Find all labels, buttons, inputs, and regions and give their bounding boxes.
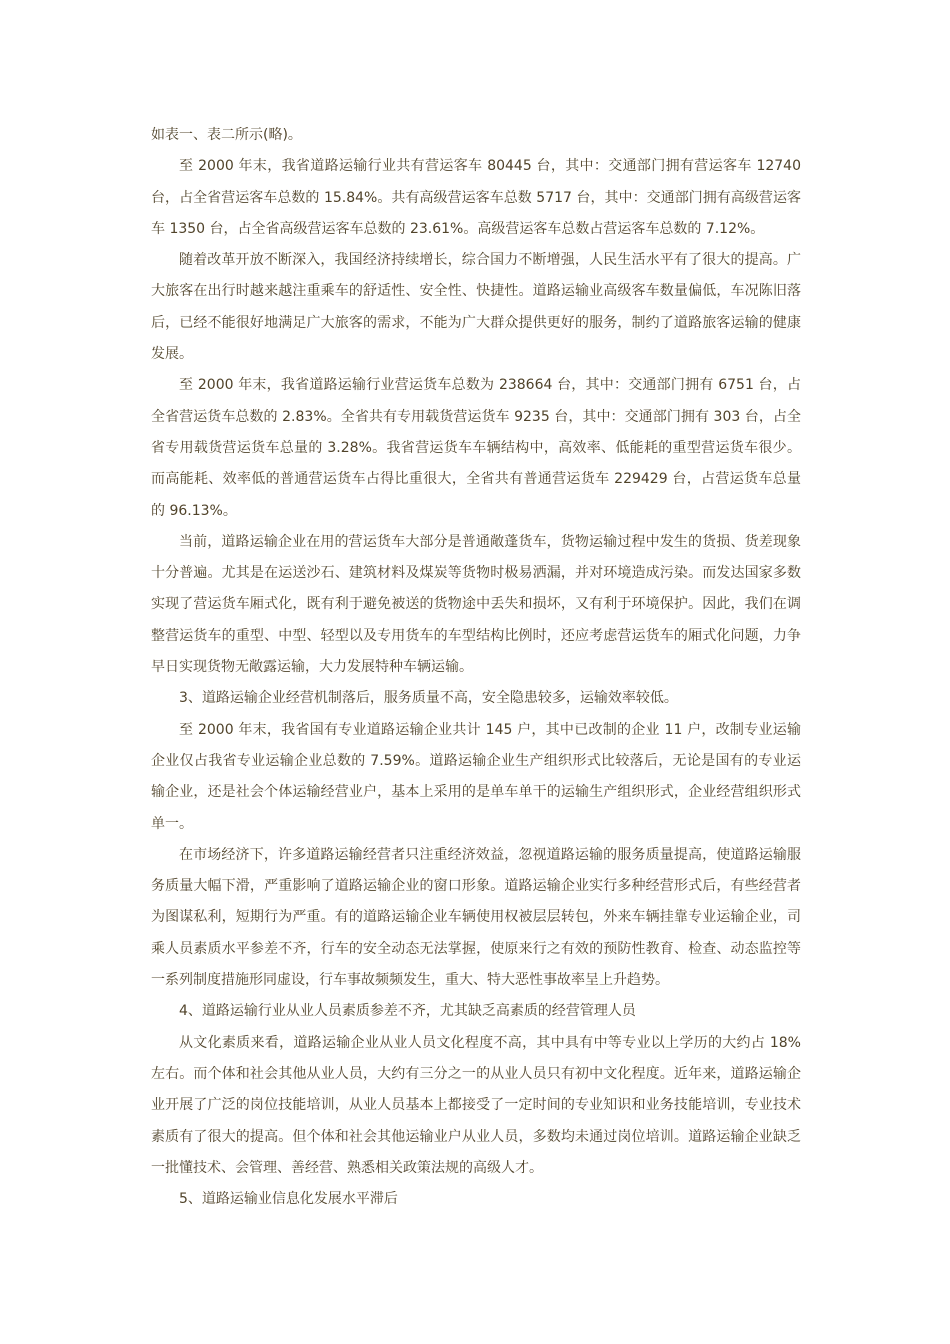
paragraph-freight-vehicle-issues: 当前，道路运输企业在用的营运货车大部分是普通敞蓬货车，货物运输过程中发生的货损、货差现象十分普遍。尤其是在运送沙石、建筑材料及煤炭等货物时极易洒漏，并对环境造成污染。而发达国家多数实现了营运货车厢式化，既有利于避免被送的货物途中丢失和损坏，又有利于环境保护。因此，我们在调整营运货车的重型、中型、轻型以及专用货车的车型结构比例时，还应考虑营运货车的厢式化问题，力争早日实现货物无敞露运输，大力发展特种车辆运输。 (151, 533, 801, 676)
document-body (151, 120, 801, 1215)
section-heading-4: 4、道路运输行业从业人员素质参差不齐，尤其缺乏高素质的经营管理人员 (179, 1003, 636, 1020)
paragraph-staff-quality: 从文化素质来看，道路运输企业从业人员文化程度不高，其中具有中等专业以上学历的大约占 18% 左右。而个体和社会其他从业人员，大约有三分之一的从业人员只有初中文化程度。近年来，道路运输企业开展了广泛的岗位技能培训，从业人员基本上都接受了一定时间的专业知识和业务技能培训，专业技术素质有了很大的提高。但个体和社会其他运输业户从业人员，多数均未通过岗位培训。道路运输企业缺乏一批懂技术、会管理、善经营、熟悉相关政策法规的高级人才。 (151, 1034, 801, 1176)
paragraph-passenger-demand: 随着改革开放不断深入，我国经济持续增长，综合国力不断增强，人民生活水平有了很大的提高。广大旅客在出行时越来越注重乘车的舒适性、安全性、快捷性。道路运输业高级客车数量偏低，车况陈旧落后，已经不能很好地满足广大旅客的需求，不能为广大群众提供更好的服务，制约了道路旅客运输的健康发展。 (151, 252, 801, 363)
section-heading-5: 5、道路运输业信息化发展水平滞后 (179, 1191, 398, 1208)
paragraph-service-quality: 在市场经济下，许多道路运输经营者只注重经济效益，忽视道路运输的服务质量提高，使道路运输服务质量大幅下滑，严重影响了道路运输企业的窗口形象。道路运输企业实行多种经营形式后，有些经营者为图谋私利，短期行为严重。有的道路运输企业车辆使用权被层层转包，外来车辆挂靠专业运输企业，司乘人员素质水平参差不齐，行车的安全动态无法掌握，使原来行之有效的预防性教育、检查、动态监控等一系列制度措施形同虚设，行车事故频频发生，重大、特大恶性事故率呈上升趋势。 (151, 846, 801, 989)
paragraph-table-reference: 如表一、表二所示(略)。 (151, 127, 302, 143)
paragraph-freight-vehicle-stats: 至 2000 年末，我省道路运输行业营运货车总数为 238664 台，其中：交通部门拥有 6751 台，占全省营运货车总数的 2.83%。全省共有专用载货营运货车 9235 台，其中：交通部门拥有 303 台，占全省专用载货营运货车总量的 3.28%。我省营运货车车辆结构中，高效率、低能耗的重型营运货车很少。而高能耗、效率低的普通营运货车占得比重很大，全省共有普通营运货车 229429 台，占营运货车总量的 96.13%。 (151, 377, 801, 519)
paragraph-enterprise-reform: 至 2000 年末，我省国有专业道路运输企业共计 145 户，其中已改制的企业 11 户，改制专业运输企业仅占我省专业运输企业总数的 7.59%。道路运输企业生产组织形式比较落后，无论是国有的专业运输企业，还是社会个体运输经营业户，基本上采用的是单车单干的运输生产组织形式，企业经营组织形式单一。 (151, 721, 801, 832)
paragraph-passenger-vehicle-stats: 至 2000 年末，我省道路运输行业共有营运客车 80445 台，其中：交通部门拥有营运客车 12740 台，占全省营运客车总数的 15.84%。共有高级营运客车总数 5717 台，其中：交通部门拥有高级营运客车 1350 台，占全省高级营运客车总数的 23.61%。高级营运客车总数占营运客车总数的 7.12%。 (151, 158, 801, 237)
section-heading-3: 3、道路运输企业经营机制落后，服务质量不高，安全隐患较多，运输效率较低。 (179, 690, 678, 707)
